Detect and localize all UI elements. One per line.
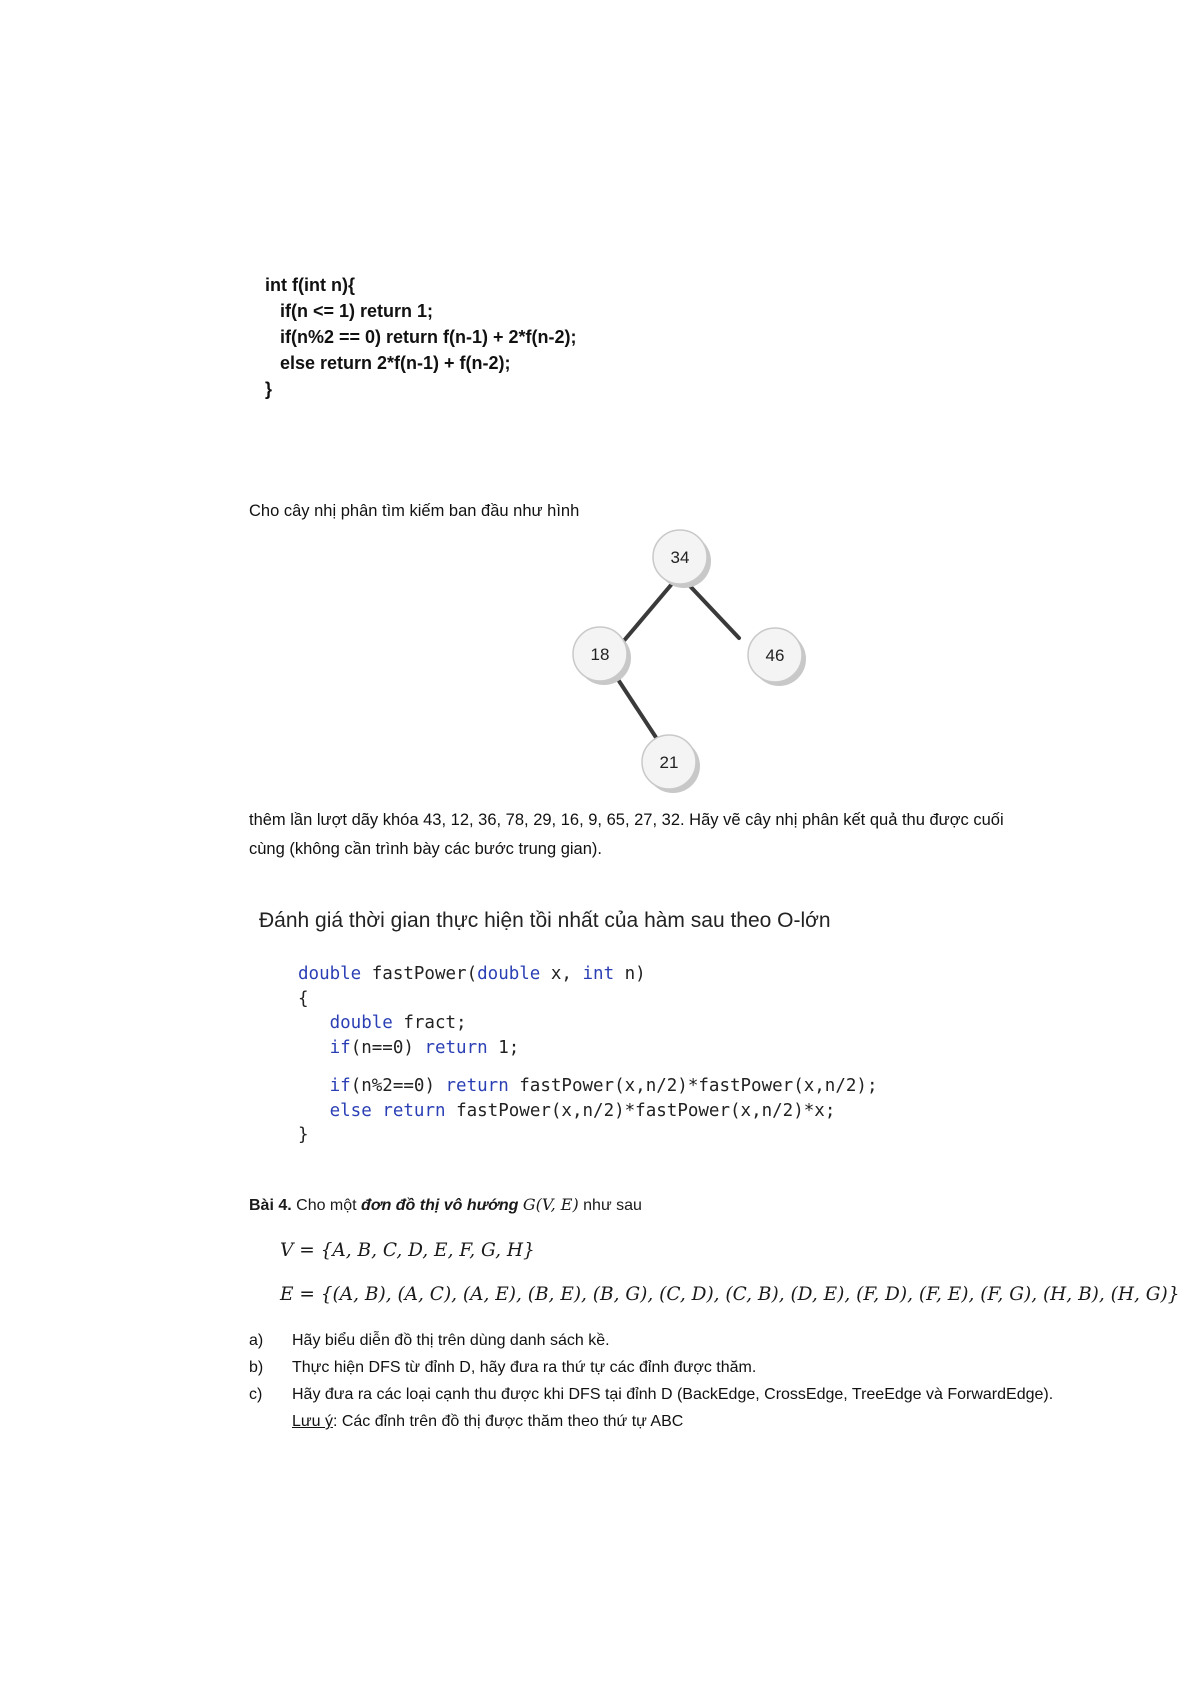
code-line: if(n%2==0) return fastPower(x,n/2)*fastPower(x,n/2);: [329, 1076, 878, 1096]
code-line: if(n==0) return 1;: [329, 1037, 520, 1058]
tree-node-label: 18: [590, 645, 610, 664]
tree-task-line: thêm lần lượt dãy khóa 43, 12, 36, 78, 29, 16, 9, 65, 27, 32. Hãy vẽ cây nhị phân kết quả thu được cuối: [249, 811, 1004, 829]
exercise-label: Bài 4.: [249, 1197, 292, 1214]
code-block-f: [265, 272, 577, 402]
edge-set: E = {(A, B), (A, C), (A, E), (B, E), (B, G), (C, D), (C, B), (D, E), (F, D), (F, E), (F, G), (H, B), (H, G)}: [280, 1284, 1180, 1305]
code-line: if(n%2 == 0) return f(n-1) + 2*f(n-2);: [265, 327, 577, 347]
code-line: else return 2*f(n-1) + f(n-2);: [265, 353, 511, 373]
bigo-heading: Đánh giá thời gian thực hiện tồi nhất của hàm sau theo O-lớn: [259, 909, 831, 932]
tree-node-label: 21: [659, 753, 679, 772]
code-line: else return fastPower(x,n/2)*fastPower(x,n/2)*x;: [329, 1100, 836, 1121]
edge-34-46: [689, 585, 739, 638]
tree-task-text: [249, 806, 1129, 864]
tree-intro-text: Cho cây nhị phân tìm kiếm ban đầu như hình: [249, 502, 580, 520]
bst-diagram: [560, 535, 820, 795]
exercise-4-heading: Bài 4. Cho một đơn đồ thị vô hướng G(V, E) như sau: [249, 1195, 642, 1214]
graph-notation: G(V, E): [522, 1195, 579, 1214]
emphasis-text: đơn đồ thị vô hướng: [361, 1197, 519, 1214]
code-line: double fract;: [329, 1013, 467, 1033]
code-block-fastpower: [298, 962, 878, 1148]
note-label: Lưu ý: [292, 1413, 333, 1430]
tree-node-label: 46: [765, 646, 785, 665]
tree-task-line: cùng (không cần trình bày các bước trung gian).: [249, 840, 602, 858]
code-line: {: [298, 988, 309, 1009]
code-spacer: [298, 1060, 878, 1074]
code-line: }: [265, 379, 273, 399]
tree-node-label: 34: [670, 548, 690, 567]
vertex-set: V = {A, B, C, D, E, F, G, H}: [280, 1240, 535, 1261]
code-line: int f(int n){: [265, 275, 355, 295]
edge-18-21: [619, 681, 659, 742]
code-line: }: [298, 1125, 309, 1145]
edge-34-18: [622, 585, 671, 643]
code-line: if(n <= 1) return 1;: [265, 301, 434, 321]
code-line: double fastPower(double x, int n): [298, 964, 646, 984]
